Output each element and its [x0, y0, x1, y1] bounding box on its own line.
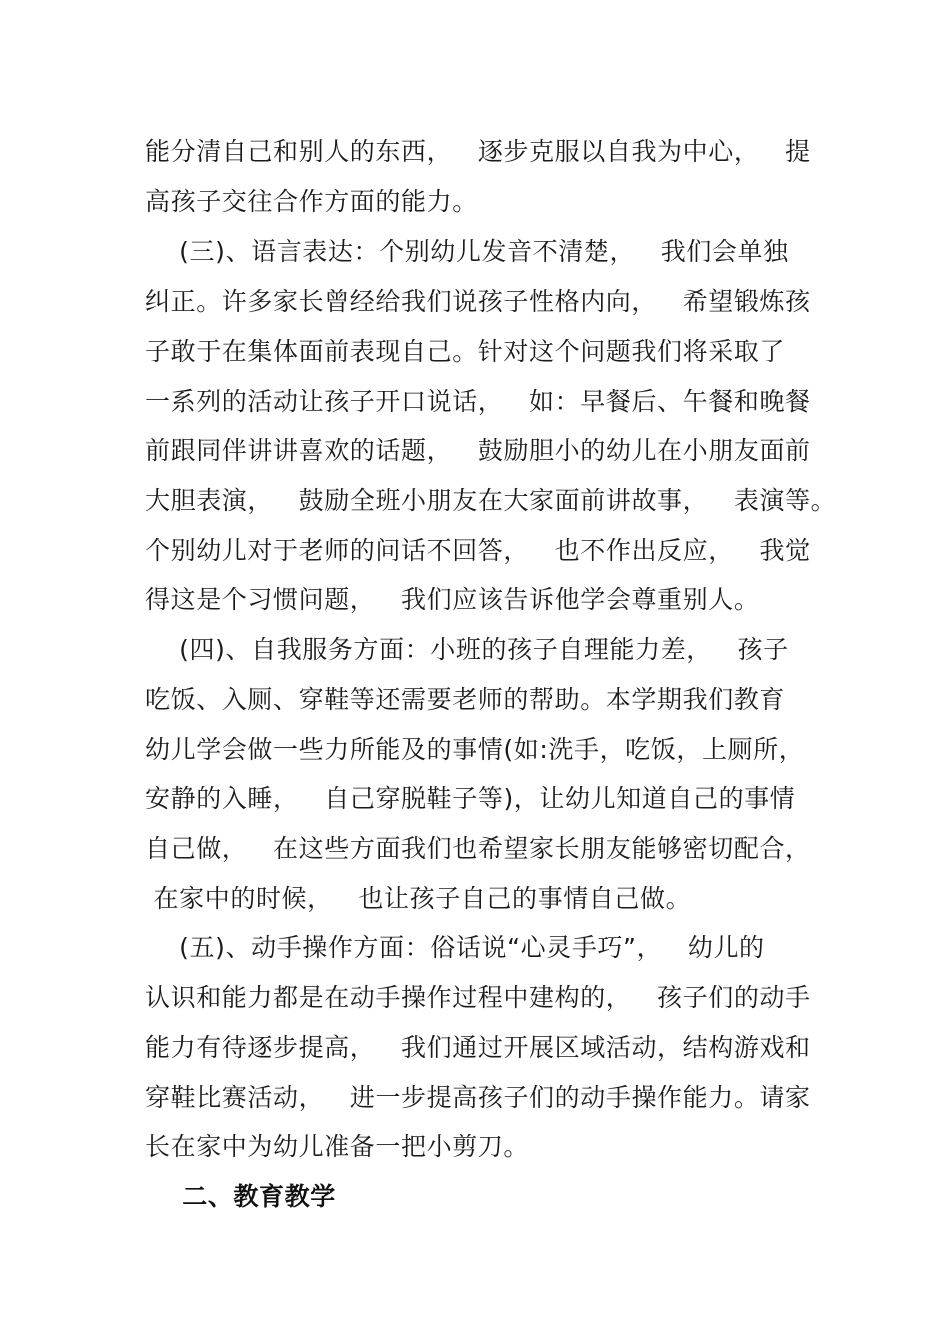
text-line: 能分清自己和别人的东西， 逐步克服以自我为中心， 提: [145, 137, 811, 166]
section-heading: 二、教育教学: [145, 1182, 336, 1211]
text-line: 得这是个习惯问题， 我们应该告诉他学会尊重别人。: [145, 585, 760, 614]
text-line: 幼儿学会做一些力所能及的事情(如:洗手，吃饭，上厕所，: [145, 735, 805, 764]
text-line: 在家中的时候， 也让孩子自己的事情自己做。: [145, 884, 692, 913]
text-line: 吃饭、入厕、穿鞋等还需要老师的帮助。本学期我们教育: [145, 685, 786, 714]
text-line: (三)、语言表达：个别幼儿发音不清楚， 我们会单独: [145, 237, 789, 266]
text-line: 高孩子交往合作方面的能力。: [145, 187, 478, 216]
text-line: (四)、自我服务方面：小班的孩子自理能力差， 孩子: [145, 635, 789, 664]
text-line: 认识和能力都是在动手操作过程中建构的， 孩子们的动手: [145, 983, 811, 1012]
text-line: (五)、动手操作方面：俗话说“心灵手巧”， 幼儿的: [145, 933, 765, 962]
text-line: 一系列的活动让孩子开口说话， 如：早餐后、午餐和晚餐: [145, 387, 811, 416]
text-line: 纠正。许多家长曾经给我们说孩子性格内向， 希望锻炼孩: [145, 287, 811, 316]
text-line: 前跟同伴讲讲喜欢的话题， 鼓励胆小的幼儿在小朋友面前: [145, 436, 811, 465]
text-line: 自己做， 在这些方面我们也希望家长朋友能够密切配合，: [145, 834, 811, 863]
text-line: 大胆表演， 鼓励全班小朋友在大家面前讲故事， 表演等。: [145, 486, 837, 515]
text-line: 长在家中为幼儿准备一把小剪刀。: [145, 1132, 530, 1161]
text-line: 能力有待逐步提高， 我们通过开展区域活动，结构游戏和: [145, 1033, 811, 1062]
text-line: 穿鞋比赛活动， 进一步提高孩子们的动手操作能力。请家: [145, 1083, 811, 1112]
text-line: 安静的入睡， 自己穿脱鞋子等)，让幼儿知道自己的事情: [145, 784, 796, 813]
text-line: 个别幼儿对于老师的问话不回答， 也不作出反应， 我觉: [145, 536, 811, 565]
text-line: 子敢于在集体面前表现自己。针对这个问题我们将采取了: [145, 337, 786, 366]
